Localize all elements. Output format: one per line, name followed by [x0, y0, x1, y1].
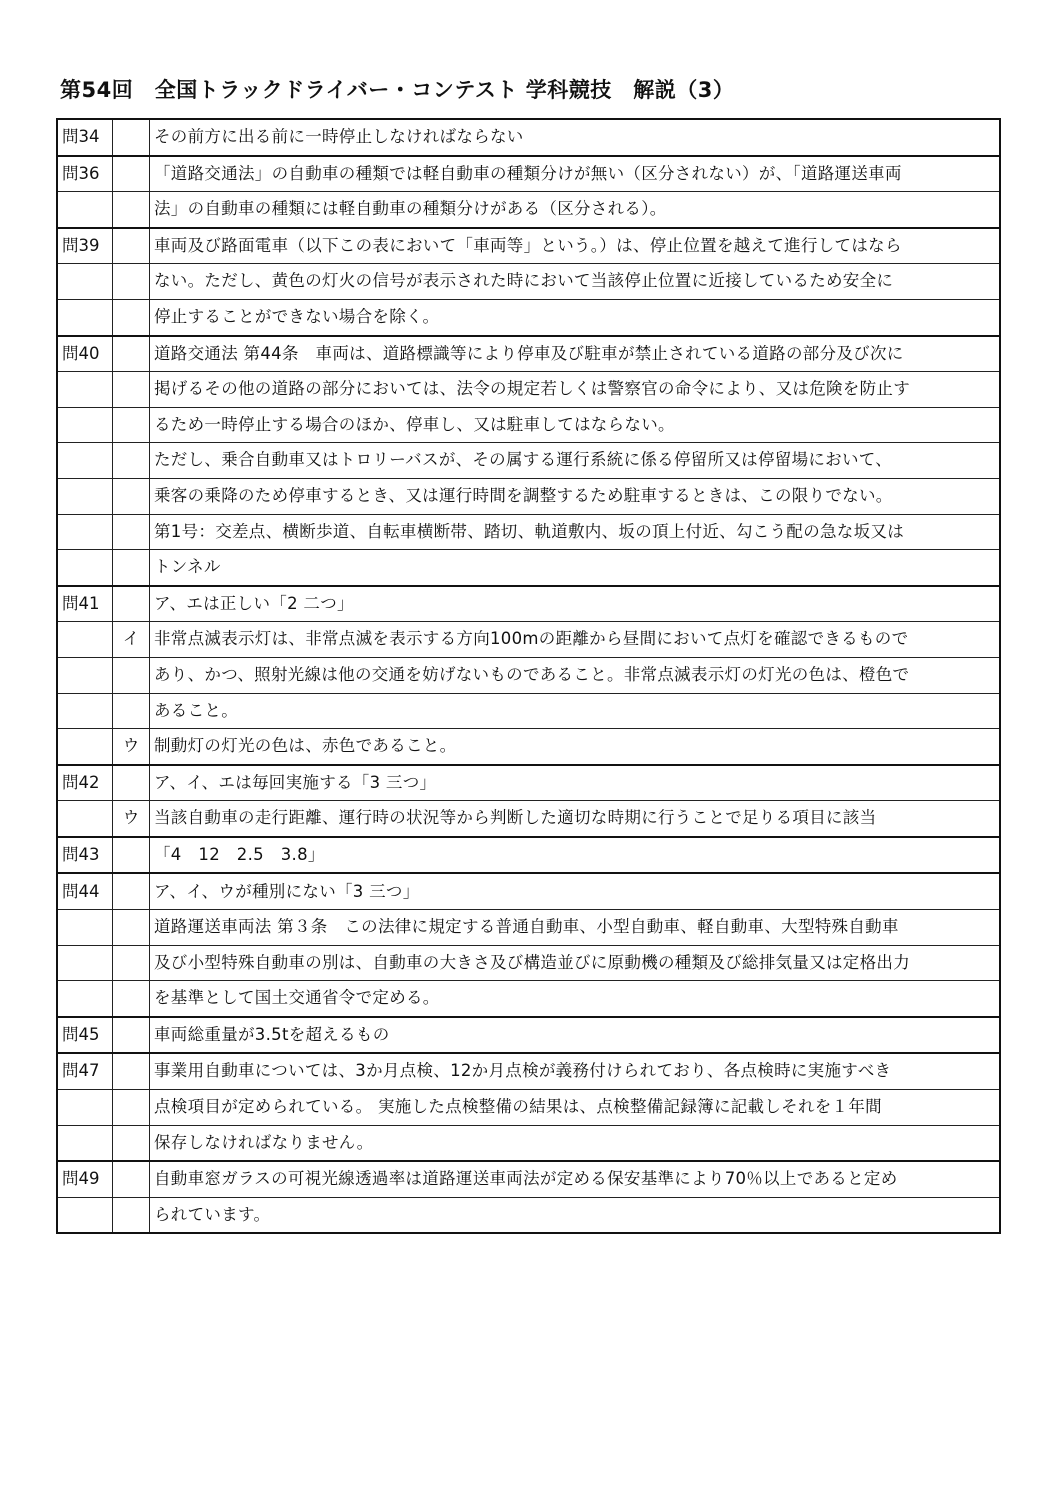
- explanation-text-cell: 掲げるその他の道路の部分においては、法令の規定若しくは警察官の命令により、又は危険を防止す: [150, 372, 1001, 408]
- table-row: [57, 550, 1000, 586]
- table-row: [57, 478, 1000, 514]
- sub-item-cell: [113, 372, 150, 408]
- table-row: [57, 837, 1000, 874]
- question-number-cell: [57, 443, 113, 479]
- sub-item-cell: [113, 1197, 150, 1233]
- explanation-text-cell: 自動車窓ガラスの可視光線透過率は道路運送車両法が定める保安基準により70％以上であると定め: [150, 1161, 1001, 1197]
- sub-item-cell: [113, 1090, 150, 1126]
- table-row: [57, 729, 1000, 765]
- question-number-cell: [57, 729, 113, 765]
- question-number-cell: [57, 1197, 113, 1233]
- table-row: [57, 228, 1000, 264]
- explanation-text-cell: 当該自動車の走行距離、運行時の状況等から判断した適切な時期に行うことで足りる項目に該当: [150, 801, 1001, 837]
- explanation-text-cell: 制動灯の灯光の色は、赤色であること。: [150, 729, 1001, 765]
- sub-item-cell: [113, 1053, 150, 1089]
- sub-item-cell: ウ: [113, 729, 150, 765]
- table-row: [57, 119, 1000, 156]
- question-number-cell: [57, 550, 113, 586]
- explanation-text-cell: 「道路交通法」の自動車の種類では軽自動車の種類分けが無い（区分されない）が、「道路運送車両: [150, 156, 1001, 192]
- sub-item-cell: [113, 1161, 150, 1197]
- sub-item-cell: [113, 228, 150, 264]
- table-row: [57, 1197, 1000, 1233]
- explanation-text-cell: ア、イ、エは毎回実施する「3 三つ」: [150, 765, 1001, 801]
- question-number-cell: 問39: [57, 228, 113, 264]
- table-row: [57, 981, 1000, 1017]
- table-row: [57, 1090, 1000, 1126]
- table-row: [57, 910, 1000, 946]
- explanation-text-cell: 事業用自動車については、3か月点検、12か月点検が義務付けられており、各点検時に実施すべき: [150, 1053, 1001, 1089]
- question-number-cell: [57, 478, 113, 514]
- question-number-cell: 問43: [57, 837, 113, 874]
- question-number-cell: [57, 1090, 113, 1126]
- explanation-text-cell: 道路運送車両法 第３条 この法律に規定する普通自動車、小型自動車、軽自動車、大型特殊自動車: [150, 910, 1001, 946]
- table-row: [57, 657, 1000, 693]
- explanation-text-cell: 停止することができない場合を除く。: [150, 299, 1001, 335]
- question-number-cell: [57, 910, 113, 946]
- sub-item-cell: [113, 981, 150, 1017]
- explanation-text-cell: 乗客の乗降のため停車するとき、又は運行時間を調整するため駐車するときは、この限りでない。: [150, 478, 1001, 514]
- explanation-text-cell: 車両総重量が3.5tを超えるもの: [150, 1017, 1001, 1054]
- sub-item-cell: [113, 514, 150, 550]
- question-number-cell: [57, 372, 113, 408]
- explanation-text-cell: ア、イ、ウが種別にない「3 三つ」: [150, 873, 1001, 909]
- explanation-text-cell: られています。: [150, 1197, 1001, 1233]
- question-number-cell: [57, 192, 113, 228]
- question-number-cell: 問44: [57, 873, 113, 909]
- explanation-text-cell: 及び小型特殊自動車の別は、自動車の大きさ及び構造並びに原動機の種類及び総排気量又は定格出力: [150, 945, 1001, 981]
- table-row: [57, 693, 1000, 729]
- explanation-text-cell: トンネル: [150, 550, 1001, 586]
- explanation-text-cell: 点検項目が定められている。 実施した点検整備の結果は、点検整備記録簿に記載しそれを１年間: [150, 1090, 1001, 1126]
- sub-item-cell: [113, 192, 150, 228]
- question-number-cell: [57, 264, 113, 300]
- sub-item-cell: [113, 336, 150, 372]
- sub-item-cell: [113, 837, 150, 874]
- sub-item-cell: [113, 478, 150, 514]
- table-row: [57, 622, 1000, 658]
- question-number-cell: [57, 657, 113, 693]
- table-row: [57, 1017, 1000, 1054]
- table-row: [57, 372, 1000, 408]
- question-number-cell: 問40: [57, 336, 113, 372]
- explanation-text-cell: るため一時停止する場合のほか、停車し、又は駐車してはならない。: [150, 407, 1001, 443]
- explanation-text-cell: ただし、乗合自動車又はトロリーバスが、その属する運行系統に係る停留所又は停留場において、: [150, 443, 1001, 479]
- explanation-text-cell: あること。: [150, 693, 1001, 729]
- sub-item-cell: [113, 873, 150, 909]
- sub-item-cell: イ: [113, 622, 150, 658]
- explanation-text-cell: 「4 12 2.5 3.8」: [150, 837, 1001, 874]
- explanation-text-cell: 法」の自動車の種類には軽自動車の種類分けがある（区分される）。: [150, 192, 1001, 228]
- answer-table: [56, 118, 1001, 1234]
- table-row: [57, 299, 1000, 335]
- table-row: [57, 1125, 1000, 1161]
- sub-item-cell: [113, 910, 150, 946]
- page-title: 第54回 全国トラックドライバー・コンテスト 学科競技 解説（3）: [60, 78, 735, 102]
- explanation-text-cell: ア、エは正しい「2 二つ」: [150, 586, 1001, 622]
- question-number-cell: [57, 693, 113, 729]
- sub-item-cell: [113, 443, 150, 479]
- question-number-cell: [57, 981, 113, 1017]
- sub-item-cell: ウ: [113, 801, 150, 837]
- table-row: [57, 264, 1000, 300]
- table-row: [57, 873, 1000, 909]
- table-row: [57, 1161, 1000, 1197]
- explanation-text-cell: その前方に出る前に一時停止しなければならない: [150, 119, 1001, 156]
- question-number-cell: [57, 622, 113, 658]
- question-number-cell: [57, 1125, 113, 1161]
- sub-item-cell: [113, 1017, 150, 1054]
- table-row: [57, 156, 1000, 192]
- sub-item-cell: [113, 657, 150, 693]
- explanation-text-cell: 非常点滅表示灯は、非常点滅を表示する方向100mの距離から昼間において点灯を確認できるもので: [150, 622, 1001, 658]
- table-row: [57, 945, 1000, 981]
- explanation-text-cell: ない。ただし、黄色の灯火の信号が表示された時において当該停止位置に近接しているため安全に: [150, 264, 1001, 300]
- question-number-cell: 問49: [57, 1161, 113, 1197]
- sub-item-cell: [113, 119, 150, 156]
- sub-item-cell: [113, 765, 150, 801]
- explanation-text-cell: 車両及び路面電車（以下この表において「車両等」という。）は、停止位置を越えて進行してはなら: [150, 228, 1001, 264]
- sub-item-cell: [113, 1125, 150, 1161]
- table-row: [57, 336, 1000, 372]
- explanation-text-cell: 道路交通法 第44条 車両は、道路標識等により停車及び駐車が禁止されている道路の部分及び次に: [150, 336, 1001, 372]
- table-row: [57, 801, 1000, 837]
- sub-item-cell: [113, 550, 150, 586]
- sub-item-cell: [113, 299, 150, 335]
- sub-item-cell: [113, 156, 150, 192]
- table-row: [57, 586, 1000, 622]
- question-number-cell: [57, 945, 113, 981]
- question-number-cell: 問42: [57, 765, 113, 801]
- table-row: [57, 765, 1000, 801]
- question-number-cell: 問47: [57, 1053, 113, 1089]
- question-number-cell: 問45: [57, 1017, 113, 1054]
- question-number-cell: [57, 299, 113, 335]
- question-number-cell: 問36: [57, 156, 113, 192]
- table-row: [57, 407, 1000, 443]
- question-number-cell: 問34: [57, 119, 113, 156]
- question-number-cell: [57, 801, 113, 837]
- explanation-text-cell: 保存しなければなりません。: [150, 1125, 1001, 1161]
- table-row: [57, 514, 1000, 550]
- question-number-cell: [57, 514, 113, 550]
- table-row: [57, 443, 1000, 479]
- table-row: [57, 1053, 1000, 1089]
- sub-item-cell: [113, 264, 150, 300]
- question-number-cell: [57, 407, 113, 443]
- sub-item-cell: [113, 945, 150, 981]
- explanation-text-cell: を基準として国土交通省令で定める。: [150, 981, 1001, 1017]
- sub-item-cell: [113, 407, 150, 443]
- question-number-cell: 問41: [57, 586, 113, 622]
- answer-table-body: [57, 119, 1000, 1233]
- table-row: [57, 192, 1000, 228]
- sub-item-cell: [113, 693, 150, 729]
- sub-item-cell: [113, 586, 150, 622]
- explanation-text-cell: 第1号：交差点、横断歩道、自転車横断帯、踏切、軌道敷内、坂の頂上付近、勾こう配の急な坂又は: [150, 514, 1001, 550]
- explanation-text-cell: あり、かつ、照射光線は他の交通を妨げないものであること。非常点滅表示灯の灯光の色は、橙色で: [150, 657, 1001, 693]
